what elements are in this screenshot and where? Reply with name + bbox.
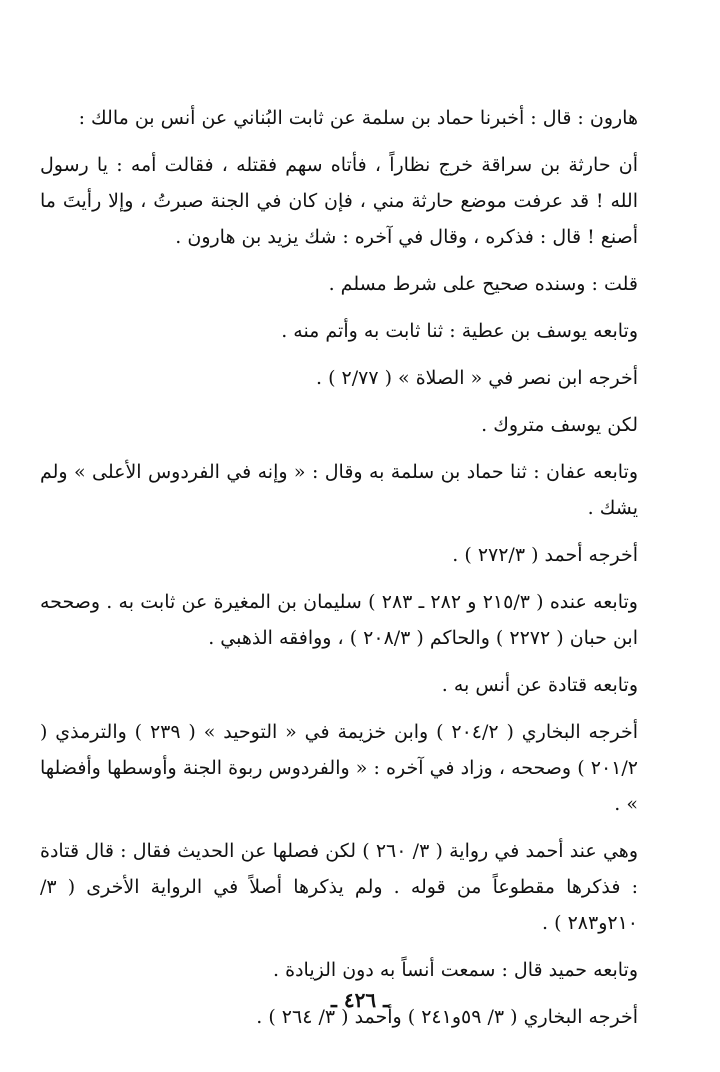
paragraph-grading: قلت : وسنده صحيح على شرط مسلم . xyxy=(328,273,638,295)
paragraph-follow-up-sulayman: وتابعه عنده ( ٢١٥/٣ و ٢٨٢ ـ ٢٨٣ ) سليمان بن المغيرة عن ثابت به . وصححه ابن حبان ( ٢٢٧٢ ) والحاكم ( ٢٠٨/٣ ) ، ووافقه الذهبي . xyxy=(40,591,638,649)
paragraph-ahmad-riwaya: وهي عند أحمد في رواية ( ٣/ ٢٦٠ ) لكن فصلها عن الحديث فقال : قال قتادة : فذكرها مقطوعاً من قوله . ولم يذكرها أصلاً في الرواية الأخرى ( ٣/ ٢١٠و٢٨٣ ) . xyxy=(40,840,638,934)
paragraph-source-ibn-nasr: أخرجه ابن نصر في « الصلاة » ( ٢/٧٧ ) . xyxy=(315,367,638,389)
paragraph-hadith-text: أن حارثة بن سراقة خرج نظاراً ، فأتاه سهم فقتله ، فقالت أمه : يا رسول الله ! قد عرفت موضع حارثة مني ، فإن كان في الجنة صبرتُ ، وإلا رأيتَ ما أصنع ! قال : فذكره ، وقال في آخره : شك يزيد بن هارون . xyxy=(40,154,638,248)
paragraph-follow-up-affan: وتابعه عفان : ثنا حماد بن سلمة به وقال : « وإنه في الفردوس الأعلى » ولم يشك . xyxy=(40,461,638,519)
paragraph-source-bukhari-ahmad: أخرجه البخاري ( ٣/ ٥٩و٢٤١ ) وأحمد ( ٣/ ٢٦٤ ) . xyxy=(256,1006,638,1028)
paragraph-follow-up-qatada: وتابعه قتادة عن أنس به . xyxy=(441,674,638,696)
page-body xyxy=(40,100,638,1046)
paragraph-follow-up-yusuf: وتابعه يوسف بن عطية : ثنا ثابت به وأتم منه . xyxy=(281,320,638,342)
paragraph-isnad: هارون : قال : أخبرنا حماد بن سلمة عن ثابت البُناني عن أنس بن مالك : xyxy=(78,107,638,129)
paragraph-yusuf-matruk: لكن يوسف متروك . xyxy=(481,414,638,436)
page-number: ـ ٤٢٦ ـ xyxy=(331,988,389,1012)
paragraph-follow-up-humayd: وتابعه حميد قال : سمعت أنساً به دون الزيادة . xyxy=(273,959,638,981)
paragraph-source-bukhari: أخرجه البخاري ( ٢٠٤/٢ ) وابن خزيمة في « التوحيد » ( ٢٣٩ ) والترمذي ( ٢٠١/٢ ) وصححه ، وزاد في آخره : « والفردوس ربوة الجنة وأوسطها وأفضلها » . xyxy=(40,721,639,815)
paragraph-source-ahmad: أخرجه أحمد ( ٢٧٢/٣ ) . xyxy=(452,544,638,566)
